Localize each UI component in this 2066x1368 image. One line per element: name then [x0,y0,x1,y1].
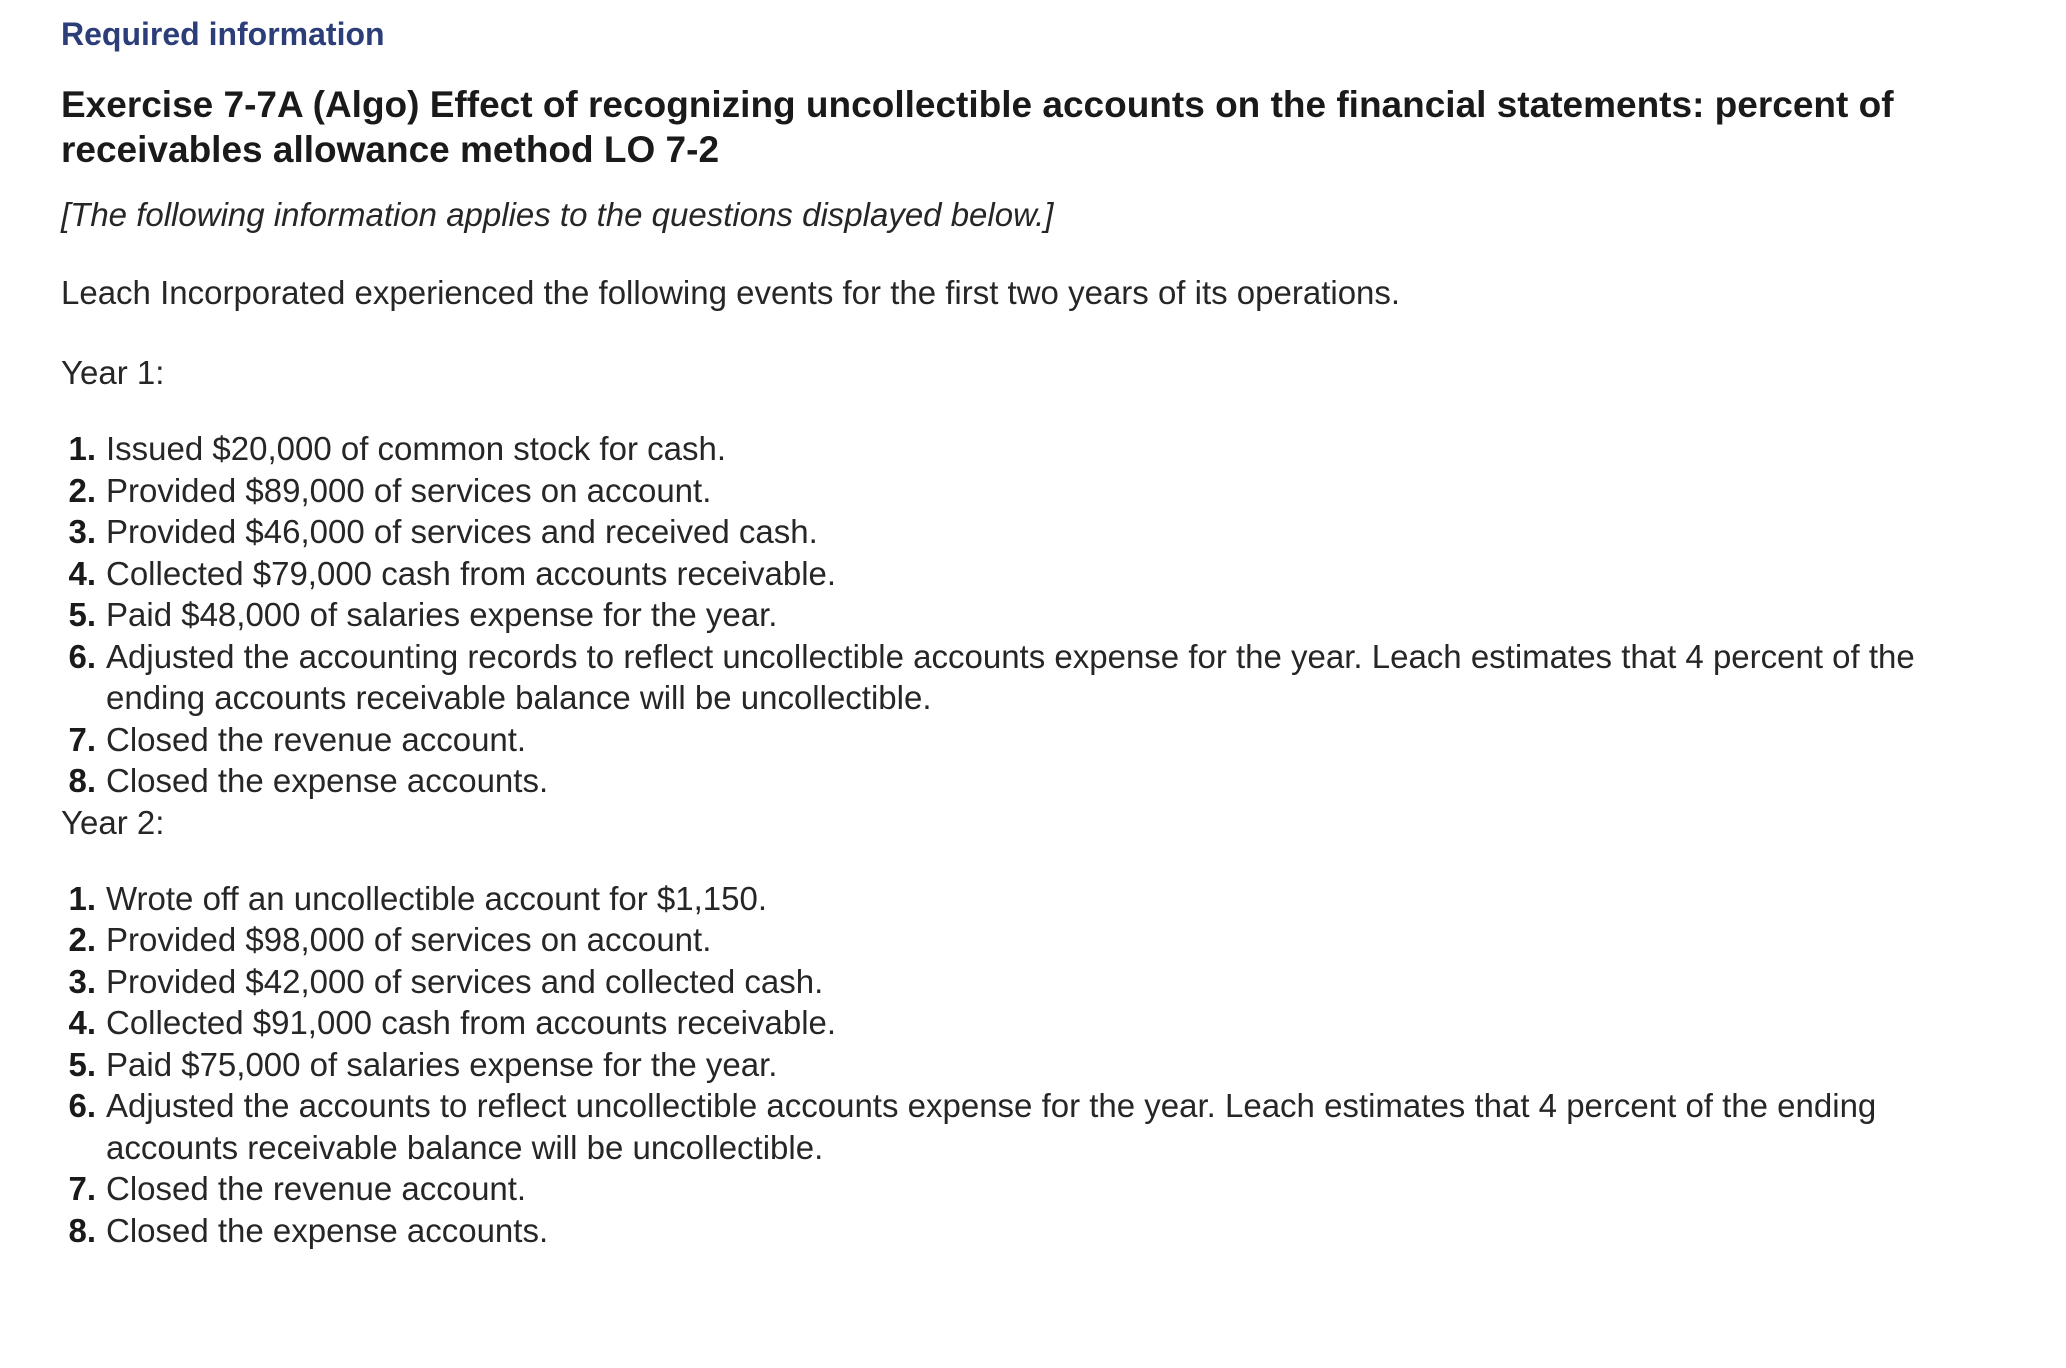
item-text: Collected $79,000 cash from accounts receivable. [106,554,837,592]
item-number: 7. [68,1170,96,1207]
list-item [61,594,2001,636]
item-text: Collected $91,000 cash from accounts receivable. [106,1004,837,1041]
list-item [61,636,2001,719]
item-number: 4. [68,1004,96,1041]
list-item [61,1085,2001,1168]
year-1-events-list [61,428,2001,802]
year-1-label: Year 1: [61,354,165,391]
item-number: 8. [68,762,96,799]
item-number: 3. [68,962,96,1000]
list-item [61,961,2001,1003]
list-item [61,511,2001,553]
list-item [61,428,2001,470]
item-number: 6. [68,1087,96,1124]
list-item [61,719,2001,761]
list-item [61,919,2001,961]
exercise-title: Exercise 7-7A (Algo) Effect of recognizing uncollectible accounts on the financial statements: percent of receivables allowance method LO 7-2 [61,84,1894,170]
applies-note: [The following information applies to the questions displayed below.] [61,196,1054,233]
item-text: Paid $48,000 of salaries expense for the year. [106,596,778,633]
item-text: Closed the expense accounts. [106,762,549,799]
list-item [61,1168,2001,1210]
item-number: 5. [68,1045,96,1083]
item-number: 1. [68,430,96,467]
item-number: 1. [68,879,96,917]
item-text: Wrote off an uncollectible account for $1,150. [106,879,768,917]
item-text: Provided $98,000 of services on account. [106,921,712,958]
item-text: Closed the revenue account. [106,720,527,758]
item-text: Provided $89,000 of services on account. [106,471,712,509]
list-item [61,1210,2001,1252]
item-text: Closed the revenue account. [106,1170,527,1207]
item-number: 7. [68,720,96,758]
list-item [61,878,2001,920]
item-text: Provided $42,000 of services and collected cash. [106,962,824,1000]
item-text: Adjusted the accounting records to reflect uncollectible accounts expense for the year. Leach estimates that 4 percent of the ending accounts receivable balance will be uncollectible. [106,637,1915,716]
list-item [61,760,2001,802]
item-number: 6. [68,637,96,675]
item-text: Provided $46,000 of services and received cash. [106,513,818,550]
list-item [61,553,2001,595]
required-information-heading: Required information [61,16,385,52]
item-number: 5. [68,596,96,633]
item-number: 8. [68,1211,96,1249]
year-2-events-list [61,878,2001,1252]
list-item [61,1044,2001,1086]
list-item [61,470,2001,512]
year-2-label: Year 2: [61,803,165,841]
intro-paragraph: Leach Incorporated experienced the following events for the first two years of its operations. [61,274,1401,311]
item-text: Closed the expense accounts. [106,1211,549,1249]
list-item [61,1002,2001,1044]
item-number: 2. [68,921,96,958]
item-number: 4. [68,554,96,592]
item-text: Paid $75,000 of salaries expense for the year. [106,1045,778,1083]
item-number: 2. [68,471,96,509]
item-text: Adjusted the accounts to reflect uncollectible accounts expense for the year. Leach estimates that 4 percent of the ending accounts receivable balance will be uncollectible. [106,1087,1877,1166]
item-text: Issued $20,000 of common stock for cash. [106,430,726,467]
item-number: 3. [68,513,96,550]
